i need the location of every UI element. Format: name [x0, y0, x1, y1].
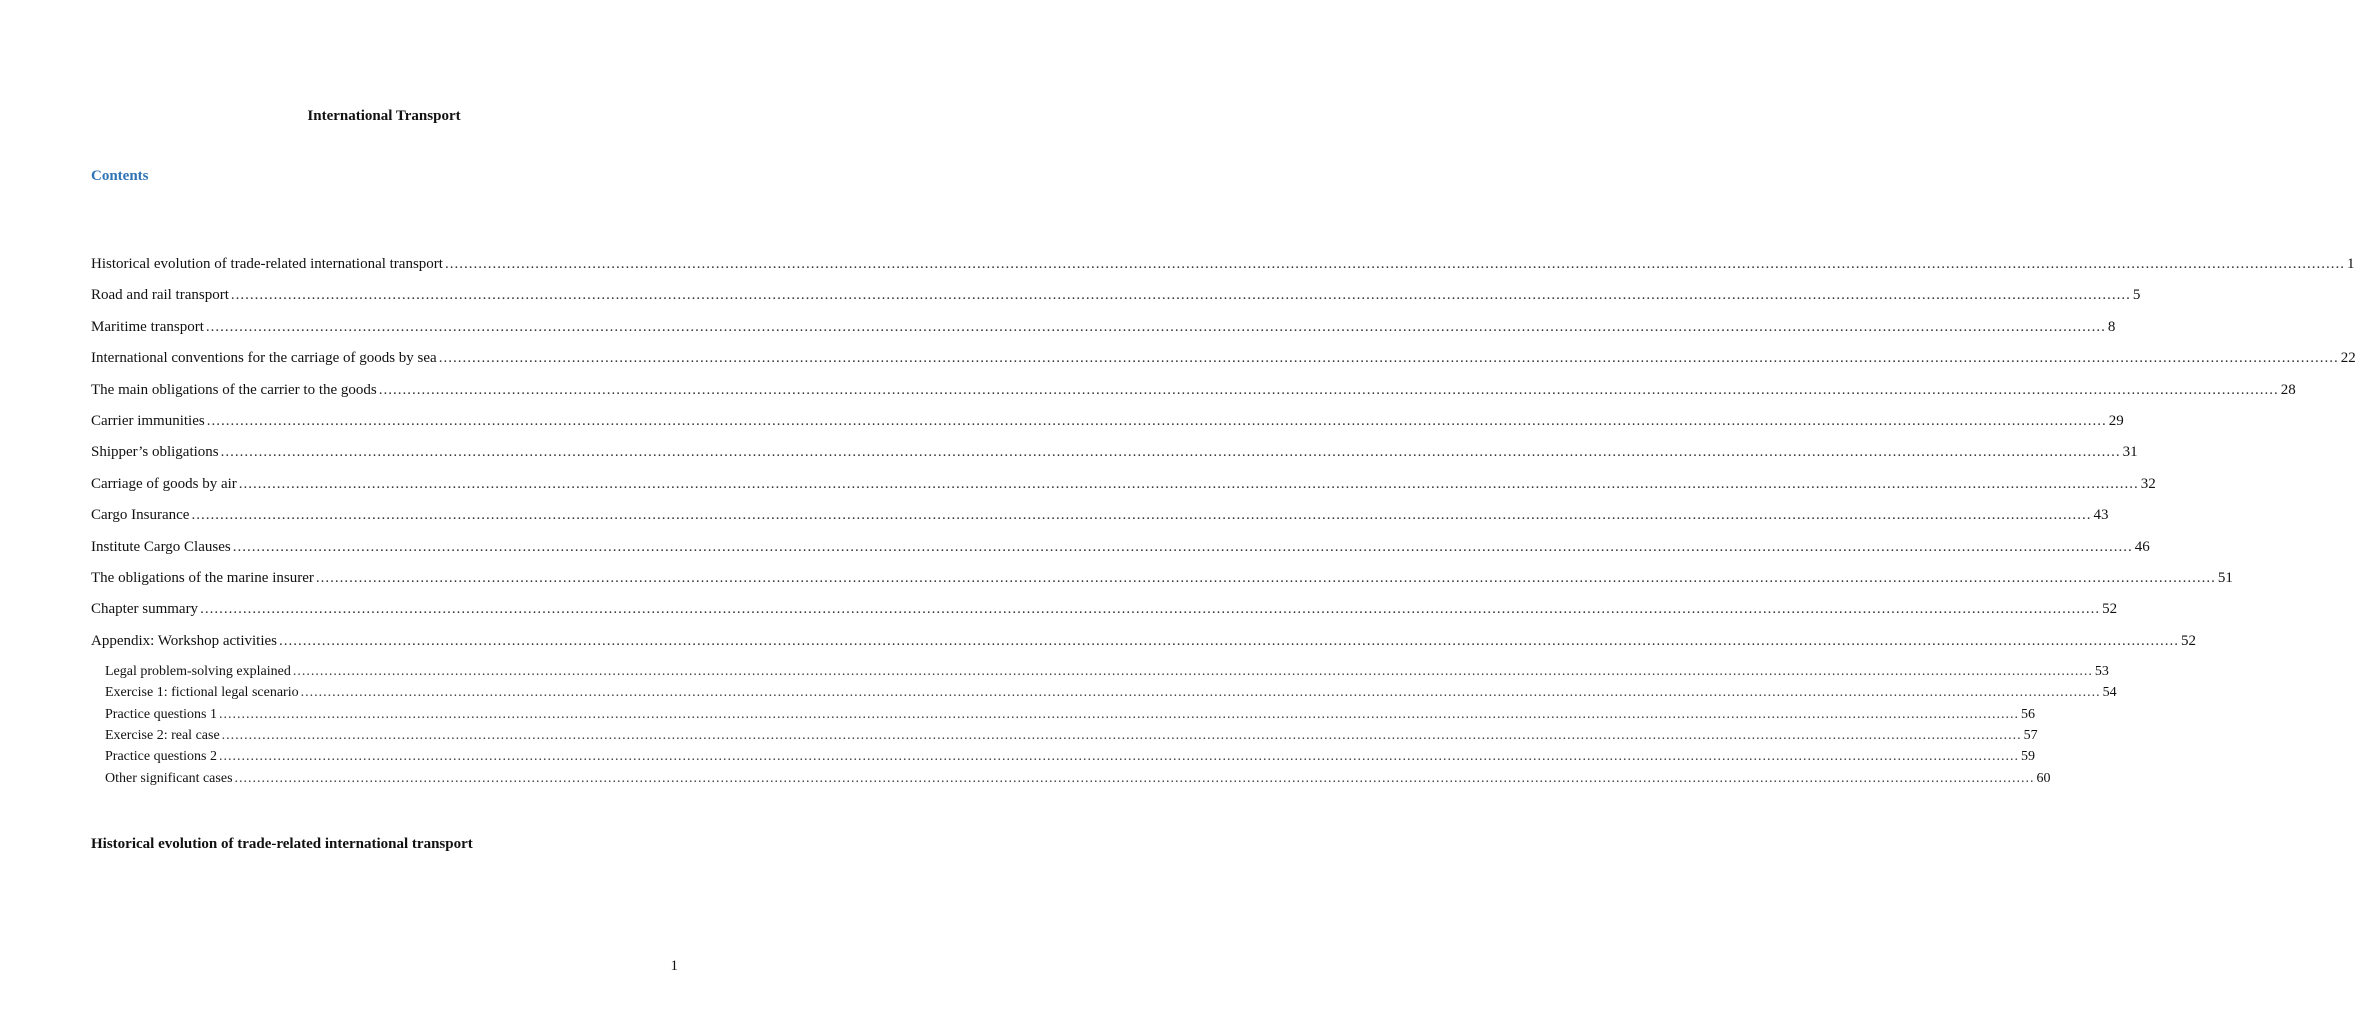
toc-entry-title: Maritime transport [91, 318, 204, 335]
toc-entry-title: Practice questions 1 [105, 706, 217, 722]
toc-entry[interactable] [91, 381, 2296, 399]
toc-entry-page: 46 [2134, 538, 2150, 555]
toc-entry-page: 56 [2020, 706, 2035, 722]
toc-dot-leader: ................................................................................................................................................................................................................................................................................................................................................................................................................ [300, 685, 2101, 701]
toc-dot-leader: ................................................................................................................................................................................................................................................................................................................................................................................................................ [200, 601, 2101, 618]
toc-subentry[interactable] [105, 770, 2051, 787]
toc-dot-leader: ................................................................................................................................................................................................................................................................................................................................................................................................................ [191, 507, 2092, 524]
toc-entry-page: 53 [2094, 664, 2109, 679]
toc-entry[interactable] [91, 318, 2116, 336]
toc-entry-title: Practice questions 2 [105, 749, 217, 765]
toc-entry[interactable] [91, 632, 2196, 650]
toc-dot-leader: ................................................................................................................................................................................................................................................................................................................................................................................................................ [230, 287, 2131, 304]
toc-entry-title: Shipper’s obligations [91, 444, 219, 461]
toc-entry-page: 57 [2023, 727, 2038, 743]
toc-dot-leader: ................................................................................................................................................................................................................................................................................................................................................................................................................ [234, 770, 2035, 786]
toc-entry-page: 1 [2346, 256, 2355, 272]
toc-dot-leader: ................................................................................................................................................................................................................................................................................................................................................................................................................ [206, 413, 2107, 429]
section-heading: Historical evolution of trade-related international transport [91, 836, 473, 852]
toc-dot-leader: ................................................................................................................................................................................................................................................................................................................................................................................................................ [292, 664, 2093, 679]
toc-entry-title: The obligations of the marine insurer [91, 570, 314, 586]
toc-subentry[interactable] [105, 664, 2109, 680]
toc-subentry[interactable] [105, 727, 2038, 744]
toc-entry[interactable] [91, 413, 2124, 430]
toc-dot-leader: ................................................................................................................................................................................................................................................................................................................................................................................................................ [315, 570, 2216, 586]
toc-dot-leader: ................................................................................................................................................................................................................................................................................................................................................................................................................ [378, 381, 2279, 398]
toc-entry-page: 28 [2280, 381, 2296, 398]
toc-entry[interactable] [91, 350, 2356, 367]
toc-entry-title: Chapter summary [91, 601, 199, 618]
toc-entry-title: Appendix: Workshop activities [91, 632, 277, 649]
toc-entry-title: Carrier immunities [91, 413, 205, 429]
toc-dot-leader: ................................................................................................................................................................................................................................................................................................................................................................................................................ [444, 256, 2345, 272]
contents-heading: Contents [91, 168, 149, 184]
toc-dot-leader: ................................................................................................................................................................................................................................................................................................................................................................................................................ [221, 727, 2022, 743]
toc-entry-title: Historical evolution of trade-related international transport [91, 256, 443, 272]
toc-dot-leader: ................................................................................................................................................................................................................................................................................................................................................................................................................ [218, 706, 2019, 722]
toc-subentry[interactable] [105, 749, 2035, 765]
toc-entry-title: Exercise 2: real case [105, 727, 220, 743]
toc-entry-page: 59 [2020, 749, 2035, 765]
toc-subentry[interactable] [105, 706, 2035, 723]
toc-dot-leader: ................................................................................................................................................................................................................................................................................................................................................................................................................ [218, 749, 2019, 765]
toc-entry-page: 43 [2093, 507, 2109, 524]
page-number: 1 [670, 958, 678, 974]
toc-entry-title: The main obligations of the carrier to the goods [91, 381, 377, 398]
toc-entry[interactable] [91, 570, 2233, 587]
toc-entry[interactable] [91, 538, 2150, 556]
toc-entry-page: 52 [2181, 632, 2196, 649]
toc-entry-page: 5 [2132, 287, 2141, 304]
toc-entry[interactable] [91, 444, 2138, 461]
toc-entry-title: Other significant cases [105, 770, 233, 786]
toc-entry-title: Exercise 1: fictional legal scenario [105, 685, 299, 701]
toc-entry[interactable] [91, 256, 2355, 273]
toc-entry-title: Legal problem-solving explained [105, 664, 291, 679]
toc-entry-title: Road and rail transport [91, 287, 229, 304]
toc-entry[interactable] [91, 507, 2109, 524]
toc-entry-page: 54 [2102, 685, 2117, 701]
toc-entry-title: Cargo Insurance [91, 507, 190, 524]
toc-entry-page: 51 [2217, 570, 2233, 586]
toc-entry[interactable] [91, 287, 2141, 304]
toc-entry-page: 52 [2102, 601, 2118, 618]
toc-entry-title: Institute Cargo Clauses [91, 538, 231, 555]
toc-entry-page: 8 [2107, 318, 2116, 335]
toc-entry-page: 60 [2036, 770, 2051, 786]
toc-entry-page: 31 [2122, 444, 2138, 461]
toc-entry[interactable] [91, 601, 2118, 618]
toc-dot-leader: ................................................................................................................................................................................................................................................................................................................................................................................................................ [220, 444, 2121, 461]
toc-dot-leader: ................................................................................................................................................................................................................................................................................................................................................................................................................ [205, 318, 2106, 335]
toc-dot-leader: ................................................................................................................................................................................................................................................................................................................................................................................................................ [238, 475, 2139, 492]
toc-entry-page: 32 [2140, 475, 2156, 492]
toc-entry-page: 22 [2340, 350, 2356, 367]
toc-subentry[interactable] [105, 685, 2117, 701]
toc-entry-title: Carriage of goods by air [91, 475, 237, 492]
toc-dot-leader: ................................................................................................................................................................................................................................................................................................................................................................................................................ [232, 538, 2133, 555]
document-title: International Transport [307, 108, 461, 124]
toc-dot-leader: ................................................................................................................................................................................................................................................................................................................................................................................................................ [279, 632, 2179, 649]
toc-entry[interactable] [91, 475, 2156, 493]
toc-entry-title: International conventions for the carriage of goods by sea [91, 350, 437, 367]
toc-dot-leader: ................................................................................................................................................................................................................................................................................................................................................................................................................ [438, 350, 2339, 367]
toc-entry-page: 29 [2108, 413, 2124, 429]
